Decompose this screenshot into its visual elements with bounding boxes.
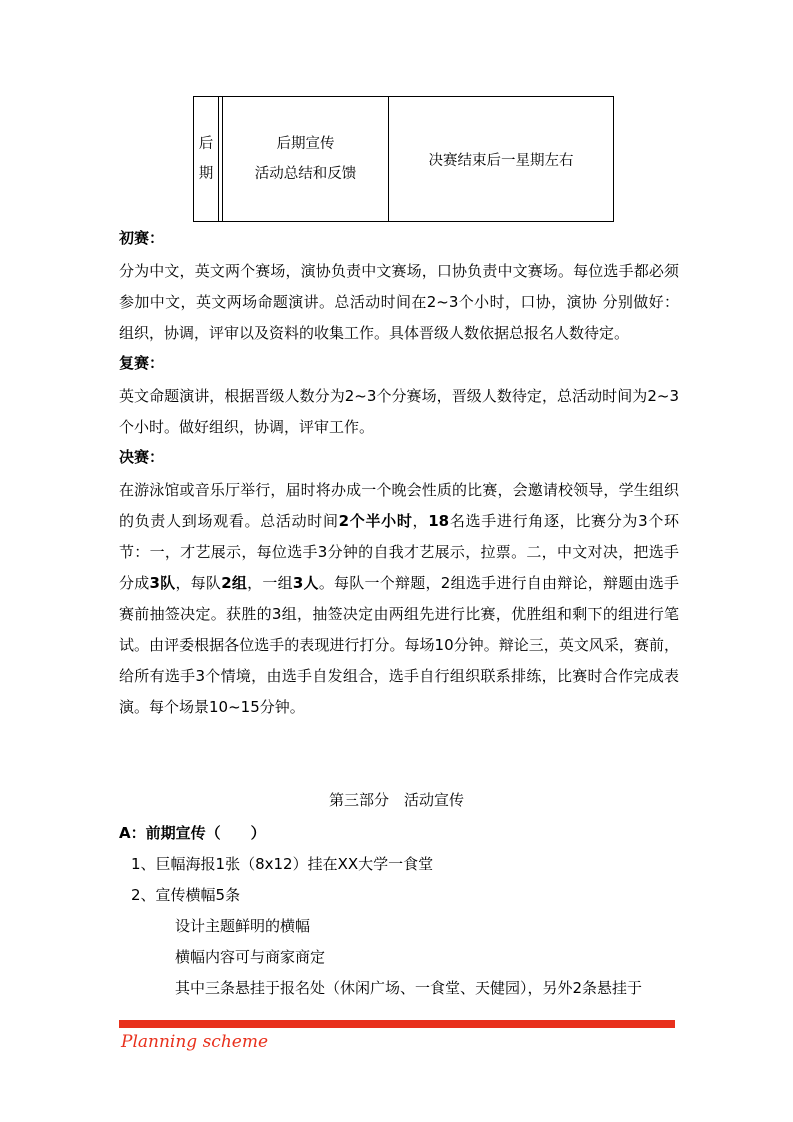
competition-details — [119, 228, 679, 723]
footer-label: Planning scheme — [121, 1032, 269, 1052]
final-bold-people: 3人 — [292, 574, 319, 592]
section-title: 第三部分 活动宣传 — [328, 791, 464, 809]
phase-cell — [194, 97, 219, 222]
schedule-table — [193, 96, 614, 222]
preliminary-text: 分为中文，英文两个赛场，演协负责中文赛场，口协负责中文赛场。每位选手都必须参加中文，英文两场命题演讲。总活动时间在2~3个小时，口协，演协 分别做好：组织，协调，评审以及资料的收集工作。具体晋级人数依据总报名人数待定。 — [119, 262, 679, 342]
semifinal-text: 英文命题演讲，根据晋级人数分为2~3个分赛场，晋级人数待定，总活动时间为2~3个小时。做好组织，协调，评审工作。 — [119, 387, 679, 436]
final-text-part: ，每队 — [175, 574, 222, 592]
final-text — [119, 475, 679, 723]
final-bold-duration: 2个半小时 — [338, 512, 413, 530]
final-text-part: 。每队一个辩题，2组选手进行自由辩论，辩题由选手赛前抽签决定。获胜的3组，抽签决定由两组先进行比赛，优胜组和剩下的组进行笔试。由评委根据各位选手的表现进行打分。每场10分钟。辩论三，英文风采，赛前，给所有选手3个情境，由选手自发组合，选手自行组织联系排练，比赛时合作完成表演。每个场景10~15分钟。 — [119, 574, 680, 716]
pre-publicity-heading: A：前期宣传（ ） — [119, 824, 266, 842]
list-item: 2、宣传横幅5条 — [131, 886, 241, 904]
final-bold-count: 18 — [428, 512, 450, 530]
item-text: 活动总结和反馈 — [254, 166, 357, 182]
sub-list-item: 设计主题鲜明的横幅 — [175, 917, 311, 935]
publicity-list — [119, 818, 679, 1004]
item-text: 后期宣传 — [276, 136, 335, 152]
footer-divider — [119, 1020, 675, 1028]
sub-list-item: 其中三条悬挂于报名处（休闲广场、一食堂、天健园），另外2条悬挂于 — [175, 979, 643, 997]
phase-char: 期 — [198, 166, 214, 182]
timing-cell: 决赛结束后一星期左右 — [389, 97, 614, 222]
final-text-part: ， — [412, 512, 429, 530]
final-text-part: ，一组 — [247, 574, 293, 592]
items-cell — [223, 97, 389, 222]
final-bold-teams: 3队 — [149, 574, 176, 592]
final-heading: 决赛： — [119, 448, 165, 466]
table-row — [194, 97, 614, 222]
final-text-part: 在游泳馆或音乐厅举行，届时将办成一个晚会性质的比赛，会邀请校领导，学生组织的负责人到场观看。总活动时间 — [119, 481, 679, 530]
preliminary-heading: 初赛： — [119, 229, 165, 247]
final-text-part: 名选手进行角逐，比赛分为3个环节：一，才艺展示，每位选手3分钟的自我才艺展示，拉票。二，中文对决，把选手分成 — [119, 512, 680, 592]
semifinal-heading: 复赛： — [119, 354, 165, 372]
phase-char: 后 — [198, 136, 214, 152]
sub-list-item: 横幅内容可与商家商定 — [175, 948, 326, 966]
list-item: 1、巨幅海报1张（8x12）挂在XX大学一食堂 — [131, 855, 434, 873]
final-bold-groups: 2组 — [221, 574, 248, 592]
